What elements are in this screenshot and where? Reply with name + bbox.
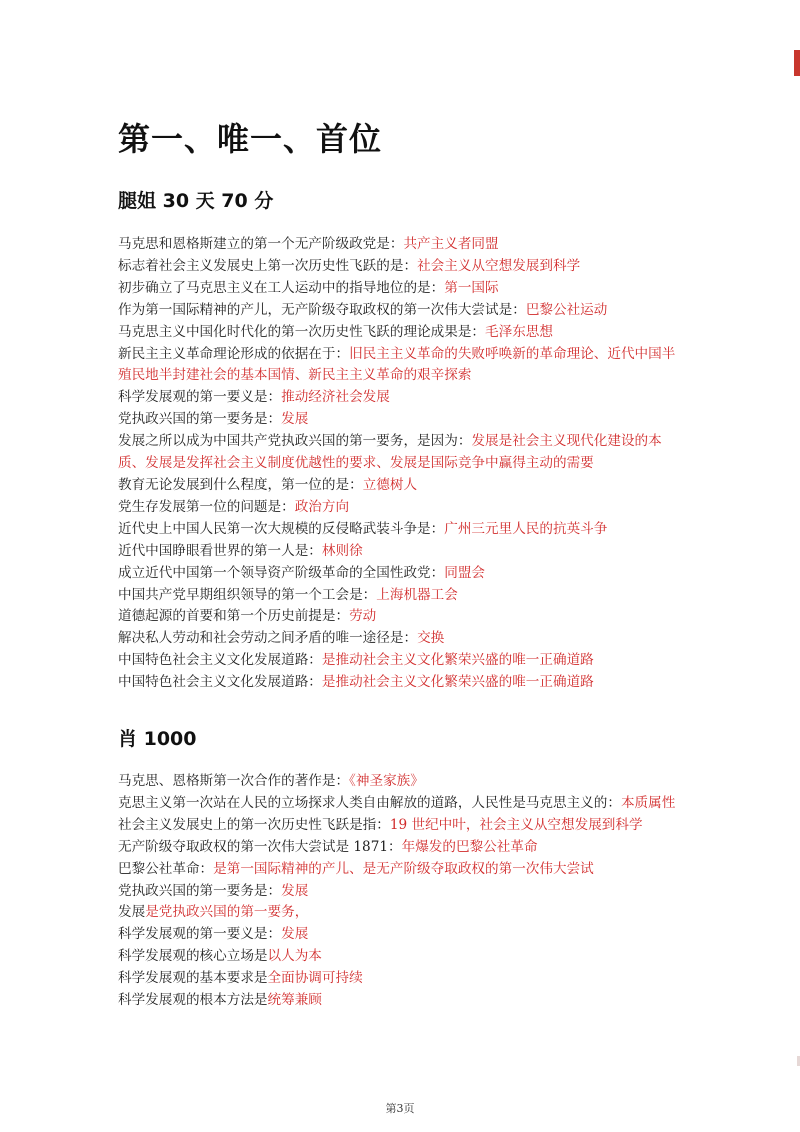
answer-text: 全面协调可持续 bbox=[267, 970, 363, 987]
list-item bbox=[118, 387, 684, 409]
question-text: 新民主主义革命理论形成的依据在于： bbox=[118, 345, 350, 362]
question-text: 无产阶级夺取政权的第一次伟大尝试是 1871： bbox=[118, 838, 402, 855]
question-text: 马克思主义中国化时代化的第一次历史性飞跃的理论成果是： bbox=[118, 323, 486, 340]
section-heading-2: 肖 1000 bbox=[118, 728, 197, 750]
page-number: 第3页 bbox=[385, 1102, 415, 1115]
section-list-2 bbox=[118, 771, 684, 1012]
answer-text: 劳动 bbox=[349, 608, 377, 625]
list-item bbox=[118, 837, 684, 859]
question-text: 教育无论发展到什么程度，第一位的是： bbox=[118, 476, 363, 493]
list-item bbox=[118, 859, 684, 881]
question-text: 巴黎公社革命： bbox=[118, 860, 214, 877]
list-item bbox=[118, 628, 684, 650]
list-item bbox=[118, 606, 684, 628]
list-item bbox=[118, 793, 684, 815]
answer-text: 巴黎公社运动 bbox=[525, 301, 608, 318]
list-item bbox=[118, 431, 684, 475]
answer-text: 年爆发的巴黎公社革命 bbox=[401, 838, 538, 855]
answer-text: 共产主义者同盟 bbox=[403, 236, 499, 252]
section-heading-1: 腿姐 30 天 70 分 bbox=[118, 190, 274, 212]
answer-text: 发展是社会主义现代化建设的本质、发展是发挥社会主义制度优越性的要求、发展是国际竞争中赢得主动的需要 bbox=[118, 433, 662, 472]
answer-text: 交换 bbox=[417, 630, 445, 647]
list-item bbox=[118, 322, 684, 344]
answer-text: 推动经济社会发展 bbox=[281, 389, 390, 406]
page-title: 第一、唯一、首位 bbox=[118, 120, 383, 158]
list-item bbox=[118, 409, 684, 431]
question-text: 科学发展观的根本方法是 bbox=[118, 992, 268, 1009]
question-text: 克思主义第一次站在人民的立场探求人类自由解放的道路，人民性是马克思主义的： bbox=[118, 794, 621, 811]
answer-text: 林则徐 bbox=[321, 542, 363, 559]
list-item bbox=[118, 278, 684, 300]
list-item bbox=[118, 497, 684, 519]
answer-text: 政治方向 bbox=[294, 498, 350, 515]
answer-text: 发展 bbox=[281, 882, 309, 899]
question-text: 解决私人劳动和社会劳动之间矛盾的唯一途径是： bbox=[118, 630, 418, 647]
section-list-1 bbox=[118, 234, 684, 694]
list-item bbox=[118, 924, 684, 946]
list-item bbox=[118, 672, 684, 694]
list-item bbox=[118, 344, 684, 388]
question-text: 社会主义发展史上的第一次历史性飞跃是指： bbox=[118, 816, 390, 833]
answer-text: 是第一国际精神的产儿、是无产阶级夺取政权的第一次伟大尝试 bbox=[213, 860, 594, 877]
question-text: 作为第一国际精神的产儿，无产阶级夺取政权的第一次伟大尝试是： bbox=[118, 301, 526, 318]
corner-mark-top bbox=[794, 50, 800, 76]
question-text: 党生存发展第一位的问题是： bbox=[118, 498, 295, 515]
question-text: 初步确立了马克思主义在工人运动中的指导地位的是： bbox=[118, 279, 445, 296]
list-item bbox=[118, 300, 684, 322]
answer-text: 第一国际 bbox=[444, 279, 499, 296]
list-item bbox=[118, 475, 684, 497]
answer-text: 毛泽东思想 bbox=[485, 323, 553, 340]
question-text: 马克思、恩格斯第一次合作的著作是： bbox=[118, 773, 350, 789]
question-text: 科学发展观的核心立场是 bbox=[118, 948, 268, 965]
list-item bbox=[118, 771, 684, 793]
answer-text: 上海机器工会 bbox=[376, 586, 458, 603]
question-text: 中国特色社会主义文化发展道路： bbox=[118, 674, 322, 691]
question-text: 科学发展观的基本要求是 bbox=[118, 970, 268, 987]
list-item bbox=[118, 541, 684, 563]
list-item bbox=[118, 881, 684, 903]
question-text: 近代中国睁眼看世界的第一人是： bbox=[118, 542, 322, 559]
list-item bbox=[118, 563, 684, 585]
question-text: 发展之所以成为中国共产党执政兴国的第一要务，是因为： bbox=[118, 433, 472, 450]
question-text: 发展 bbox=[118, 904, 146, 921]
list-item bbox=[118, 815, 684, 837]
answer-text: 统筹兼顾 bbox=[267, 992, 322, 1009]
answer-text: 立德树人 bbox=[362, 476, 418, 493]
answer-text: 19 世纪中叶，社会主义从空想发展到科学 bbox=[389, 816, 643, 833]
answer-text: 发展 bbox=[281, 926, 309, 943]
list-item bbox=[118, 968, 684, 990]
answer-text: 广州三元里人民的抗英斗争 bbox=[444, 520, 608, 537]
answer-text: 是推动社会主义文化繁荣兴盛的唯一正确道路 bbox=[321, 652, 594, 669]
question-text: 道德起源的首要和第一个历史前提是： bbox=[118, 608, 350, 625]
question-text: 党执政兴国的第一要务是： bbox=[118, 411, 282, 428]
question-text: 中国共产党早期组织领导的第一个工会是： bbox=[118, 586, 377, 603]
question-text: 中国特色社会主义文化发展道路： bbox=[118, 652, 322, 669]
list-item bbox=[118, 585, 684, 607]
answer-text: 以人为本 bbox=[267, 948, 322, 965]
question-text: 标志着社会主义发展史上第一次历史性飞跃的是： bbox=[118, 257, 418, 274]
answer-text: 同盟会 bbox=[444, 564, 486, 581]
answer-text: 《神圣家族》 bbox=[349, 773, 424, 789]
answer-text: 社会主义从空想发展到科学 bbox=[417, 257, 581, 274]
list-item bbox=[118, 256, 684, 278]
answer-text: 本质属性 bbox=[620, 794, 676, 811]
question-text: 近代史上中国人民第一次大规模的反侵略武装斗争是： bbox=[118, 520, 445, 537]
question-text: 科学发展观的第一要义是： bbox=[118, 389, 282, 406]
list-item bbox=[118, 902, 684, 924]
list-item bbox=[118, 990, 684, 1012]
list-item bbox=[118, 946, 684, 968]
list-item bbox=[118, 650, 684, 672]
answer-text: 是党执政兴国的第一要务， bbox=[145, 904, 309, 921]
list-item bbox=[118, 234, 684, 256]
question-text: 成立近代中国第一个领导资产阶级革命的全国性政党： bbox=[118, 564, 445, 581]
question-text: 科学发展观的第一要义是： bbox=[118, 926, 282, 943]
answer-text: 发展 bbox=[281, 411, 309, 428]
question-text: 马克思和恩格斯建立的第一个无产阶级政党是： bbox=[118, 236, 404, 252]
answer-text: 是推动社会主义文化繁荣兴盛的唯一正确道路 bbox=[321, 674, 594, 691]
answer-text: 旧民主主义革命的失败呼唤新的革命理论、近代中国半殖民地半封建社会的基本国情、新民主主义革命的艰辛探索 bbox=[118, 345, 676, 384]
question-text: 党执政兴国的第一要务是： bbox=[118, 882, 282, 899]
list-item bbox=[118, 519, 684, 541]
